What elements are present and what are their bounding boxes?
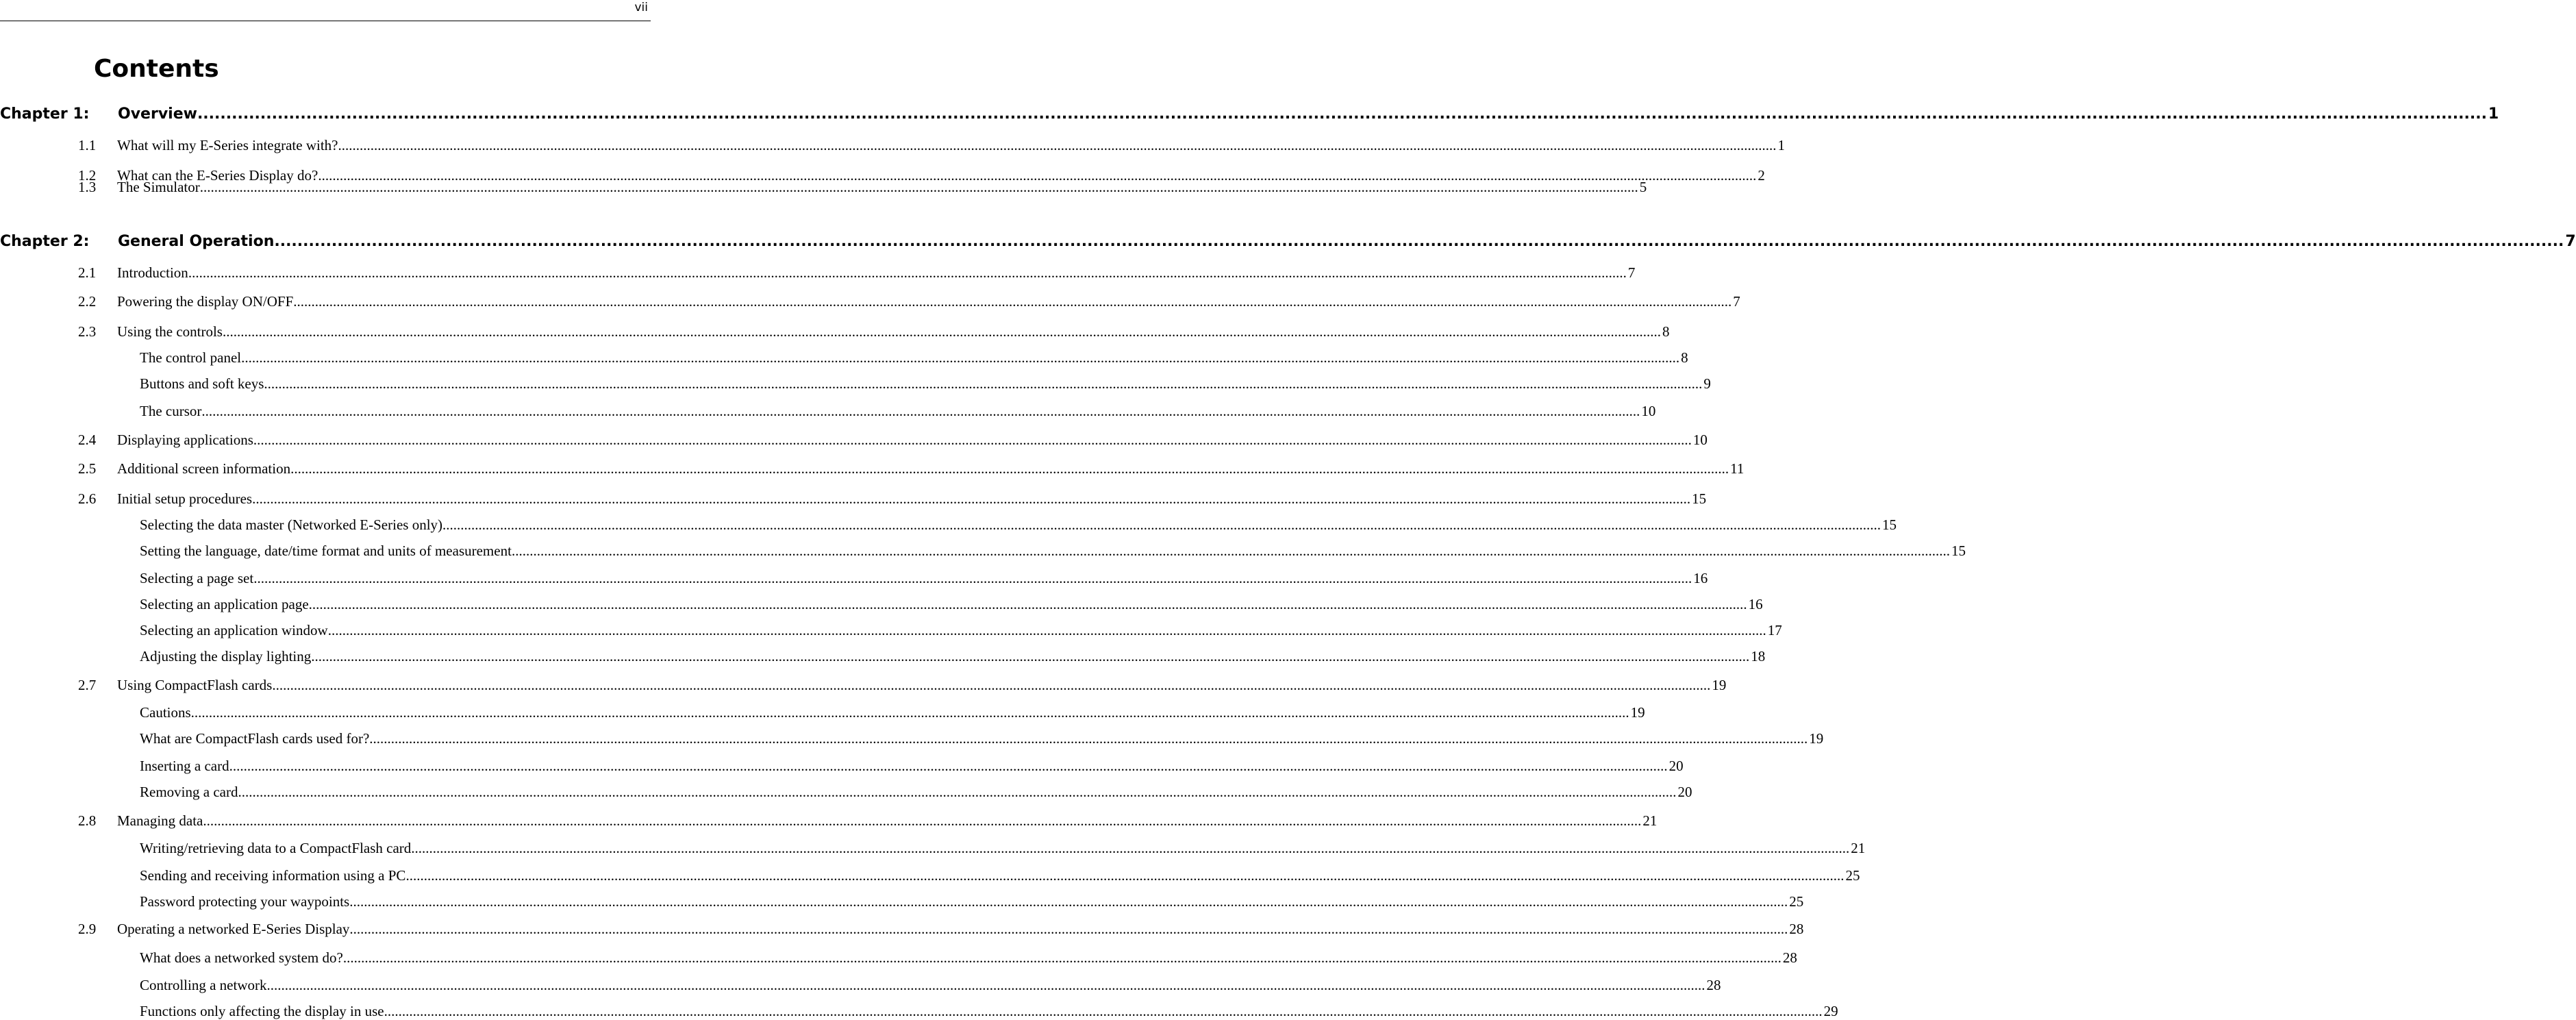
subsection-page: 19 xyxy=(1809,730,1824,747)
subsection-page: 20 xyxy=(1677,784,1692,800)
dot-leader: ................................................................................................................................................................................................................................................................................................................................................................................................................ xyxy=(241,349,1680,366)
subsection-page: 17 xyxy=(1767,622,1782,638)
section-title: Managing data xyxy=(117,812,203,829)
toc-subsection-row[interactable] xyxy=(140,569,1708,587)
dot-leader: ................................................................................................................................................................................................................................................................................................................................................................................................................ xyxy=(338,137,1777,153)
toc-section-row[interactable] xyxy=(78,264,1636,282)
subsection-title: Selecting an application page xyxy=(140,596,309,612)
toc-section-row[interactable] xyxy=(78,490,1707,508)
dot-leader: ................................................................................................................................................................................................................................................................................................................................................................................................................ xyxy=(188,264,1627,281)
subsection-title: Selecting the data master (Networked E-Series only) xyxy=(140,517,443,533)
subsection-page: 18 xyxy=(1751,648,1766,664)
toc-subsection-row[interactable] xyxy=(140,704,1645,721)
toc-section-row[interactable] xyxy=(78,460,1745,477)
toc-section-row[interactable] xyxy=(78,676,1727,694)
subsection-page: 19 xyxy=(1630,704,1645,721)
section-page: 2 xyxy=(1758,167,1765,184)
subsection-page: 15 xyxy=(1951,543,1966,559)
toc-section-row[interactable] xyxy=(78,293,1740,310)
toc-subsection-row[interactable] xyxy=(140,516,1897,534)
section-title: The Simulator xyxy=(117,179,200,195)
toc-section-row[interactable] xyxy=(78,136,1785,154)
toc-subsection-row[interactable] xyxy=(140,867,1860,884)
chapter-title: Overview xyxy=(118,105,197,123)
dot-leader: ................................................................................................................................................................................................................................................................................................................................................................................................................ xyxy=(308,596,1747,612)
subsection-title: Password protecting your waypoints xyxy=(140,893,350,910)
subsection-title: Removing a card xyxy=(140,784,238,800)
subsection-page: 28 xyxy=(1706,977,1721,993)
subsection-page: 9 xyxy=(1703,375,1711,392)
subsection-page: 21 xyxy=(1851,840,1866,856)
section-number: 2.6 xyxy=(78,490,97,507)
subsection-page: 16 xyxy=(1748,596,1763,612)
toc-subsection-row[interactable] xyxy=(140,893,1804,910)
subsection-page: 29 xyxy=(1823,1003,1838,1019)
section-title: Powering the display ON/OFF xyxy=(117,293,294,310)
toc-subsection-row[interactable] xyxy=(140,949,1797,967)
section-title: Additional screen information xyxy=(117,460,291,477)
dot-leader: ................................................................................................................................................................................................................................................................................................................................................................................................................ xyxy=(511,543,1950,559)
toc-subsection-row[interactable] xyxy=(140,976,1721,994)
section-number: 2.5 xyxy=(78,460,97,477)
chapter-title: General Operation xyxy=(118,233,275,250)
dot-leader: ................................................................................................................................................................................................................................................................................................................................................................................................................ xyxy=(342,949,1781,966)
dot-leader: ................................................................................................................................................................................................................................................................................................................................................................................................................ xyxy=(405,867,1845,884)
toc-subsection-row[interactable] xyxy=(140,349,1688,366)
section-number: 1.3 xyxy=(78,179,97,195)
chapter-number: Chapter 1: xyxy=(0,105,90,123)
section-page: 11 xyxy=(1730,460,1745,477)
dot-leader: ................................................................................................................................................................................................................................................................................................................................................................................................................ xyxy=(238,784,1677,800)
subsection-page: 8 xyxy=(1681,349,1688,366)
toc-subsection-row[interactable] xyxy=(140,783,1692,801)
section-title: Operating a networked E-Series Display xyxy=(117,921,350,937)
dot-leader: ................................................................................................................................................................................................................................................................................................................................................................................................................ xyxy=(197,105,2487,123)
section-title: Using CompactFlash cards xyxy=(117,677,273,693)
dot-leader: ................................................................................................................................................................................................................................................................................................................................................................................................................ xyxy=(349,893,1788,910)
dot-leader: ................................................................................................................................................................................................................................................................................................................................................................................................................ xyxy=(201,403,1640,419)
section-title: Initial setup procedures xyxy=(117,490,253,507)
subsection-title: Adjusting the display lighting xyxy=(140,648,312,664)
section-page: 10 xyxy=(1692,432,1708,448)
dot-leader: ................................................................................................................................................................................................................................................................................................................................................................................................................ xyxy=(384,1003,1823,1019)
subsection-title: Inserting a card xyxy=(140,758,229,774)
section-number: 2.9 xyxy=(78,921,97,937)
dot-leader: ................................................................................................................................................................................................................................................................................................................................................................................................................ xyxy=(253,432,1692,448)
section-page: 7 xyxy=(1733,293,1740,310)
section-page: 7 xyxy=(1627,264,1636,281)
subsection-title: What are CompactFlash cards used for? xyxy=(140,730,370,747)
subsection-page: 25 xyxy=(1845,867,1860,884)
section-number: 2.3 xyxy=(78,323,97,340)
section-number: 1.1 xyxy=(78,137,97,153)
subsection-title: Selecting an application window xyxy=(140,622,328,638)
toc-subsection-row[interactable] xyxy=(140,595,1763,613)
subsection-title: Sending and receiving information using a PC xyxy=(140,867,406,884)
dot-leader: ................................................................................................................................................................................................................................................................................................................................................................................................................ xyxy=(252,490,1691,507)
section-number: 2.2 xyxy=(78,293,97,310)
dot-leader: ................................................................................................................................................................................................................................................................................................................................................................................................................ xyxy=(311,648,1750,664)
toc-section-row[interactable] xyxy=(78,431,1708,449)
subsection-title: The cursor xyxy=(140,403,202,419)
toc-subsection-row[interactable] xyxy=(140,839,1866,857)
section-number: 2.8 xyxy=(78,812,97,829)
dot-leader: ................................................................................................................................................................................................................................................................................................................................................................................................................ xyxy=(199,179,1638,195)
toc-subsection-row[interactable] xyxy=(140,402,1656,420)
dot-leader: ................................................................................................................................................................................................................................................................................................................................................................................................................ xyxy=(272,677,1711,693)
dot-leader: ................................................................................................................................................................................................................................................................................................................................................................................................................ xyxy=(318,167,1757,184)
section-page: 21 xyxy=(1642,812,1658,829)
toc-subsection-row[interactable] xyxy=(140,621,1782,639)
section-page: 8 xyxy=(1662,323,1670,340)
subsection-title: Setting the language, date/time format and units of measurement xyxy=(140,543,512,559)
dot-leader: ................................................................................................................................................................................................................................................................................................................................................................................................................ xyxy=(229,758,1668,774)
toc-section-row[interactable] xyxy=(78,323,1670,340)
subsection-title: What does a networked system do? xyxy=(140,949,343,966)
subsection-title: Functions only affecting the display in use xyxy=(140,1003,384,1019)
toc-subsection-row[interactable] xyxy=(140,730,1824,747)
dot-leader: ................................................................................................................................................................................................................................................................................................................................................................................................................ xyxy=(264,375,1703,392)
section-page: 19 xyxy=(1712,677,1727,693)
toc-section-row[interactable] xyxy=(78,178,1647,196)
dot-leader: ................................................................................................................................................................................................................................................................................................................................................................................................................ xyxy=(293,293,1732,310)
subsection-page: 28 xyxy=(1782,949,1797,966)
dot-leader: ................................................................................................................................................................................................................................................................................................................................................................................................................ xyxy=(266,977,1705,993)
page-number: vii xyxy=(634,1,648,14)
subsection-title: Cautions xyxy=(140,704,191,721)
dot-leader: ................................................................................................................................................................................................................................................................................................................................................................................................................ xyxy=(203,812,1642,829)
toc-subsection-row[interactable] xyxy=(140,647,1766,665)
dot-leader: ................................................................................................................................................................................................................................................................................................................................................................................................................ xyxy=(290,460,1729,477)
dot-leader: ................................................................................................................................................................................................................................................................................................................................................................................................................ xyxy=(327,622,1766,638)
subsection-title: Writing/retrieving data to a CompactFlash card xyxy=(140,840,412,856)
section-number: 2.1 xyxy=(78,264,97,281)
section-number: 1.2 xyxy=(78,167,97,184)
chapter-page: 7 xyxy=(2565,233,2576,250)
dot-leader: ................................................................................................................................................................................................................................................................................................................................................................................................................ xyxy=(442,517,1881,533)
dot-leader: ................................................................................................................................................................................................................................................................................................................................................................................................................ xyxy=(369,730,1808,747)
subsection-page: 16 xyxy=(1693,570,1708,586)
section-number: 2.4 xyxy=(78,432,97,448)
subsection-page: 10 xyxy=(1641,403,1656,419)
subsection-page: 20 xyxy=(1668,758,1684,774)
page-title: Contents xyxy=(94,55,219,83)
dot-leader: ................................................................................................................................................................................................................................................................................................................................................................................................................ xyxy=(253,570,1692,586)
toc-subsection-row[interactable] xyxy=(140,757,1684,775)
subsection-title: The control panel xyxy=(140,349,242,366)
toc-subsection-row[interactable] xyxy=(140,375,1711,393)
toc-chapter-row[interactable] xyxy=(0,105,2499,124)
toc-section-row[interactable] xyxy=(78,812,1658,830)
dot-leader: ................................................................................................................................................................................................................................................................................................................................................................................................................ xyxy=(411,840,1850,856)
toc-section-row[interactable] xyxy=(78,920,1804,938)
chapter-page: 1 xyxy=(2488,105,2499,123)
subsection-page: 15 xyxy=(1882,517,1897,533)
subsection-title: Buttons and soft keys xyxy=(140,375,264,392)
toc-subsection-row[interactable] xyxy=(140,1002,1838,1020)
section-title: Using the controls xyxy=(117,323,223,340)
section-title: What can the E-Series Display do? xyxy=(117,167,318,184)
section-page: 28 xyxy=(1789,921,1804,937)
section-title: What will my E-Series integrate with? xyxy=(117,137,338,153)
toc-subsection-row[interactable] xyxy=(140,542,1966,560)
subsection-page: 25 xyxy=(1789,893,1804,910)
dot-leader: ................................................................................................................................................................................................................................................................................................................................................................................................................ xyxy=(274,233,2564,250)
section-page: 15 xyxy=(1692,490,1707,507)
dot-leader: ................................................................................................................................................................................................................................................................................................................................................................................................................ xyxy=(349,921,1788,937)
section-number: 2.7 xyxy=(78,677,97,693)
subsection-title: Controlling a network xyxy=(140,977,267,993)
toc-chapter-row[interactable] xyxy=(0,232,2576,251)
chapter-number: Chapter 2: xyxy=(0,233,90,250)
dot-leader: ................................................................................................................................................................................................................................................................................................................................................................................................................ xyxy=(190,704,1629,721)
dot-leader: ................................................................................................................................................................................................................................................................................................................................................................................................................ xyxy=(222,323,1661,340)
section-page: 1 xyxy=(1777,137,1785,153)
section-page: 5 xyxy=(1639,179,1647,195)
section-title: Displaying applications xyxy=(117,432,253,448)
section-title: Introduction xyxy=(117,264,188,281)
subsection-title: Selecting a page set xyxy=(140,570,254,586)
